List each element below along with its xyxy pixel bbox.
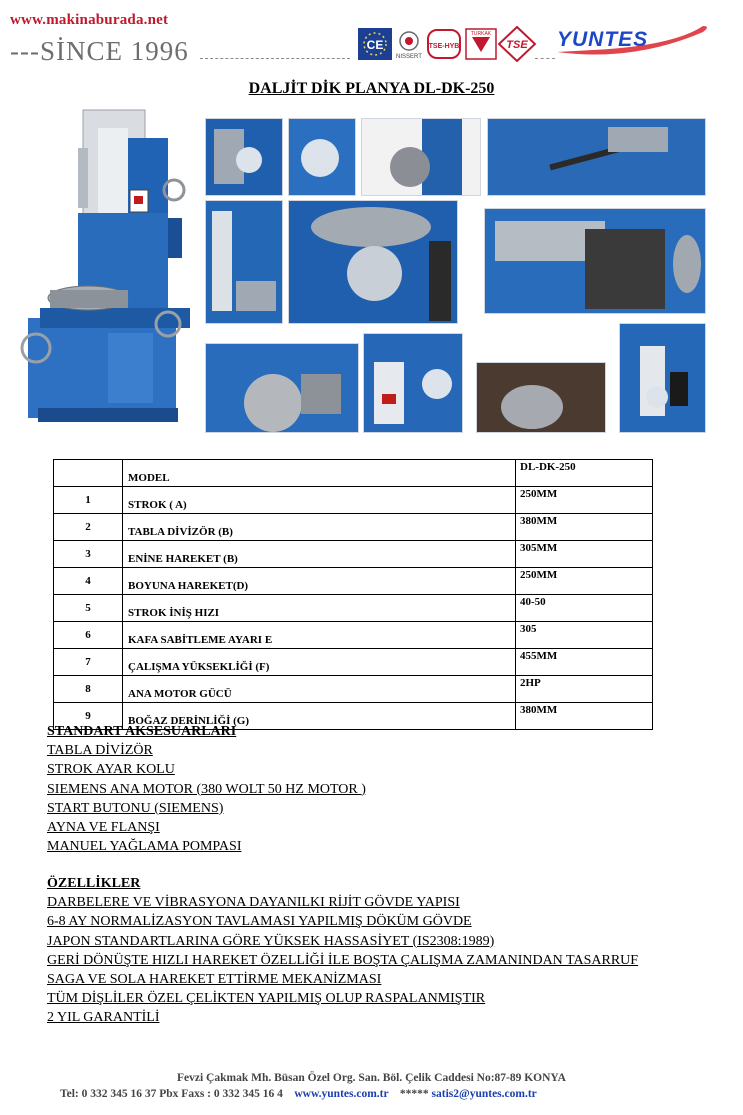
row-value: 250MM — [516, 487, 653, 514]
turkak-cert-text: TURKAK — [470, 31, 492, 37]
row-label: ÇALIŞMA YÜKSEKLİĞİ (F) — [123, 649, 516, 676]
machine-main-photo — [18, 108, 190, 426]
row-label: BOĞAZ DERİNLİĞİ (G) — [123, 703, 516, 730]
row-value: 250MM — [516, 568, 653, 595]
row-number: 7 — [54, 649, 123, 676]
row-label: STROK ( A) — [123, 487, 516, 514]
tse-hyb-cert-text: TSE-HYB — [428, 43, 460, 50]
table-row — [54, 649, 653, 676]
table-row — [54, 487, 653, 514]
table-row — [54, 541, 653, 568]
tse-hyb-cert-icon — [426, 28, 462, 60]
row-number: 2 — [54, 514, 123, 541]
list-item: TÜM DİŞLİLER ÖZEL ÇELİKTEN YAPILMIŞ OLUP RASPALANMIŞTIR — [47, 991, 486, 1007]
detail-photo-3 — [361, 118, 481, 196]
features-heading: ÖZELLİKLER — [47, 876, 141, 891]
detail-photo-11 — [619, 323, 706, 433]
row-value: 305MM — [516, 541, 653, 568]
row-number: 8 — [54, 676, 123, 703]
yuntes-logo — [553, 22, 713, 58]
footer-email-link[interactable]: satis2@yuntes.com.tr — [431, 1088, 537, 1100]
footer-contact — [60, 1088, 537, 1100]
table-header-value: DL-DK-250 — [516, 460, 653, 487]
list-item: JAPON STANDARTLARINA GÖRE YÜKSEK HASSASİYET (IS2308:1989) — [47, 933, 495, 949]
row-label: ANA MOTOR GÜCÜ — [123, 676, 516, 703]
footer-phone: Tel: 0 332 345 16 37 Pbx Faxs : 0 332 345 16 4 — [60, 1088, 283, 1100]
table-header-row — [54, 460, 653, 487]
detail-photo-2 — [288, 118, 356, 196]
list-item: SAGA VE SOLA HAREKET ETTİRME MEKANİZMASI — [47, 972, 382, 988]
row-number: 9 — [54, 703, 123, 730]
list-item: SIEMENS ANA MOTOR (380 WOLT 50 HZ MOTOR ) — [47, 781, 366, 797]
ce-cert-icon — [358, 28, 392, 60]
spec-table — [53, 459, 653, 730]
list-item: MANUEL YAĞLAMA POMPASI — [47, 839, 242, 855]
detail-photo-10 — [476, 362, 606, 433]
row-value: 380MM — [516, 703, 653, 730]
detail-photo-5 — [205, 200, 283, 324]
header-divider-right — [535, 58, 555, 59]
row-value: 305 — [516, 622, 653, 649]
nissert-cert-text: NISSERT — [396, 54, 422, 60]
list-item: STROK AYAR KOLU — [47, 762, 175, 778]
since-label: ---SİNCE 1996 — [10, 36, 189, 66]
table-row — [54, 514, 653, 541]
ce-cert-text: CE — [366, 38, 384, 52]
row-value: 40-50 — [516, 595, 653, 622]
list-item: START BUTONU (SIEMENS) — [47, 800, 224, 816]
nissert-cert-icon — [392, 28, 426, 60]
row-label: STROK İNİŞ HIZI — [123, 595, 516, 622]
website-label: www.makinaburada.net — [10, 12, 169, 28]
features-section — [47, 874, 638, 1028]
list-item: DARBELERE VE VİBRASYONA DAYANILKI RİJİT GÖVDE YAPISI — [47, 895, 460, 911]
row-value: 2HP — [516, 676, 653, 703]
detail-photo-8 — [205, 343, 359, 433]
list-item: AYNA VE FLANŞI — [47, 820, 160, 836]
turkak-cert-icon — [464, 28, 498, 60]
row-value: 455MM — [516, 649, 653, 676]
table-cell — [54, 460, 123, 487]
accessories-heading: STANDART AKSESUARLARI — [47, 724, 237, 739]
brand-text: YUNTES — [557, 28, 649, 51]
row-number: 3 — [54, 541, 123, 568]
header-divider — [200, 58, 350, 59]
row-value: 380MM — [516, 514, 653, 541]
row-number: 1 — [54, 487, 123, 514]
footer-address: Fevzi Çakmak Mh. Büsan Özel Org. San. Böl. Çelik Caddesi No:87-89 KONYA — [176, 1072, 566, 1084]
table-row — [54, 595, 653, 622]
row-number: 5 — [54, 595, 123, 622]
row-label: KAFA SABİTLEME AYARI E — [123, 622, 516, 649]
list-item: GERİ DÖNÜŞTE HIZLI HAREKET ÖZELLİĞİ İLE BOŞTA ÇALIŞMA ZAMANINDAN TASARRUF — [47, 952, 639, 968]
detail-photo-9 — [363, 333, 463, 433]
row-number: 4 — [54, 568, 123, 595]
detail-photo-4 — [487, 118, 706, 196]
list-item: 6-8 AY NORMALİZASYON TAVLAMASI YAPILMIŞ DÖKÜM GÖVDE — [47, 914, 472, 930]
row-label: TABLA DİVİZÖR (B) — [123, 514, 516, 541]
tse-cert-text: TSE — [506, 39, 528, 51]
footer-website-link[interactable]: www.yuntes.com.tr — [294, 1088, 389, 1100]
detail-photo-7 — [484, 208, 706, 314]
accessories-section — [47, 722, 366, 856]
row-label: ENİNE HAREKET (B) — [123, 541, 516, 568]
detail-photo-1 — [205, 118, 283, 196]
list-item: 2 YIL GARANTİLİ — [47, 1010, 160, 1026]
table-header-label: MODEL — [123, 460, 516, 487]
tse-cert-icon — [498, 26, 536, 62]
row-label: BOYUNA HAREKET(D) — [123, 568, 516, 595]
page-title: DALJİT DİK PLANYA DL-DK-250 — [248, 80, 495, 97]
footer-stars: ***** — [399, 1088, 429, 1100]
table-row — [54, 622, 653, 649]
list-item: TABLA DİVİZÖR — [47, 743, 153, 759]
detail-photo-6 — [288, 200, 458, 324]
row-number: 6 — [54, 622, 123, 649]
table-row — [54, 676, 653, 703]
table-row — [54, 568, 653, 595]
